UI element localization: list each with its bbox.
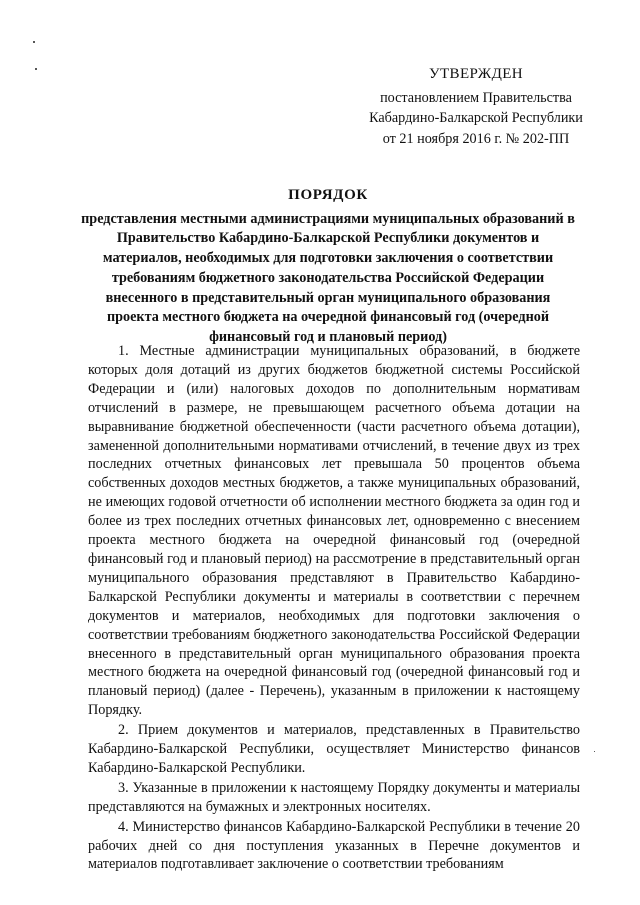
- document-subtitle: представления местными администрациями муниципальных образований в Правительство Кабардино-Балкарской Республики документов и материалов, необходимых для подготовки заключения о соответствии требованиям бюджетного законодательства Российской Федерации внесенного в представительный орган муниципального образования проекта местного бюджета на очередной финансовый год (очередной финансовый год и плановый период): [81, 210, 575, 345]
- document-body: [88, 342, 580, 875]
- approval-line: постановлением Правительства: [380, 89, 572, 106]
- scan-speck: [35, 68, 37, 70]
- paragraph: 3. Указанные в приложении к настоящему Порядку документы и материалы представляются на бумажных и электронных носителях.: [88, 779, 580, 815]
- document-title: ПОРЯДОК: [288, 187, 368, 203]
- scan-speck: [594, 751, 595, 752]
- paragraph: 1. Местные администрации муниципальных образований, в бюджете которых доля дотаций из других бюджетов бюджетной системы Российской Федерации и (или) налоговых доходов по дополнительным нормативам отчислений в размере, не превышающем расчетного объема дотации на выравнивание бюджетной обеспеченности (части расчетного объема дотации), замененной дополнительными нормативами отчислений, в течение двух из трех последних отчетных финансовых лет превышала 50 процентов объема собственных доходов местных бюджетов, а также муниципальных образований, не имеющих годовой отчетности об исполнении местного бюджета за один год и более из трех последних отчетных финансовых лет, одновременно с внесением проекта местного бюджета на очередной финансовый год (очередной финансовый год и плановый период) на рассмотрение в представительный орган муниципального образования представляют в Правительство Кабардино-Балкарской Республики документы и материалы в соответствии с перечнем документов и материалов, необходимых для подготовки заключения о соответствии требованиям бюджетного законодательства Российской Федерации внесенного в представительный орган муниципального образования проекта местного бюджета на очередной финансовый год (очередной финансовый год и плановый период) (далее - Перечень), указанным в приложении к настоящему Порядку.: [88, 343, 580, 719]
- scan-speck: [33, 41, 35, 43]
- document-heading: [78, 186, 578, 348]
- approval-stamp: [356, 64, 596, 149]
- approval-line: Кабардино-Балкарской Республики: [369, 110, 583, 126]
- approval-date: от 21 ноября 2016 г. № 202-ПП: [382, 130, 570, 147]
- paragraph: 4. Министерство финансов Кабардино-Балкарской Республики в течение 20 рабочих дней со дня поступления указанных в Перечне документов и материалов подготавливает заключение о соответствии требованиям: [88, 818, 580, 873]
- paragraph: 2. Прием документов и материалов, представленных в Правительство Кабардино-Балкарской Республики, осуществляет Министерство финансов Кабардино-Балкарской Республики.: [88, 722, 580, 776]
- approval-title: УТВЕРЖДЕН: [428, 66, 524, 82]
